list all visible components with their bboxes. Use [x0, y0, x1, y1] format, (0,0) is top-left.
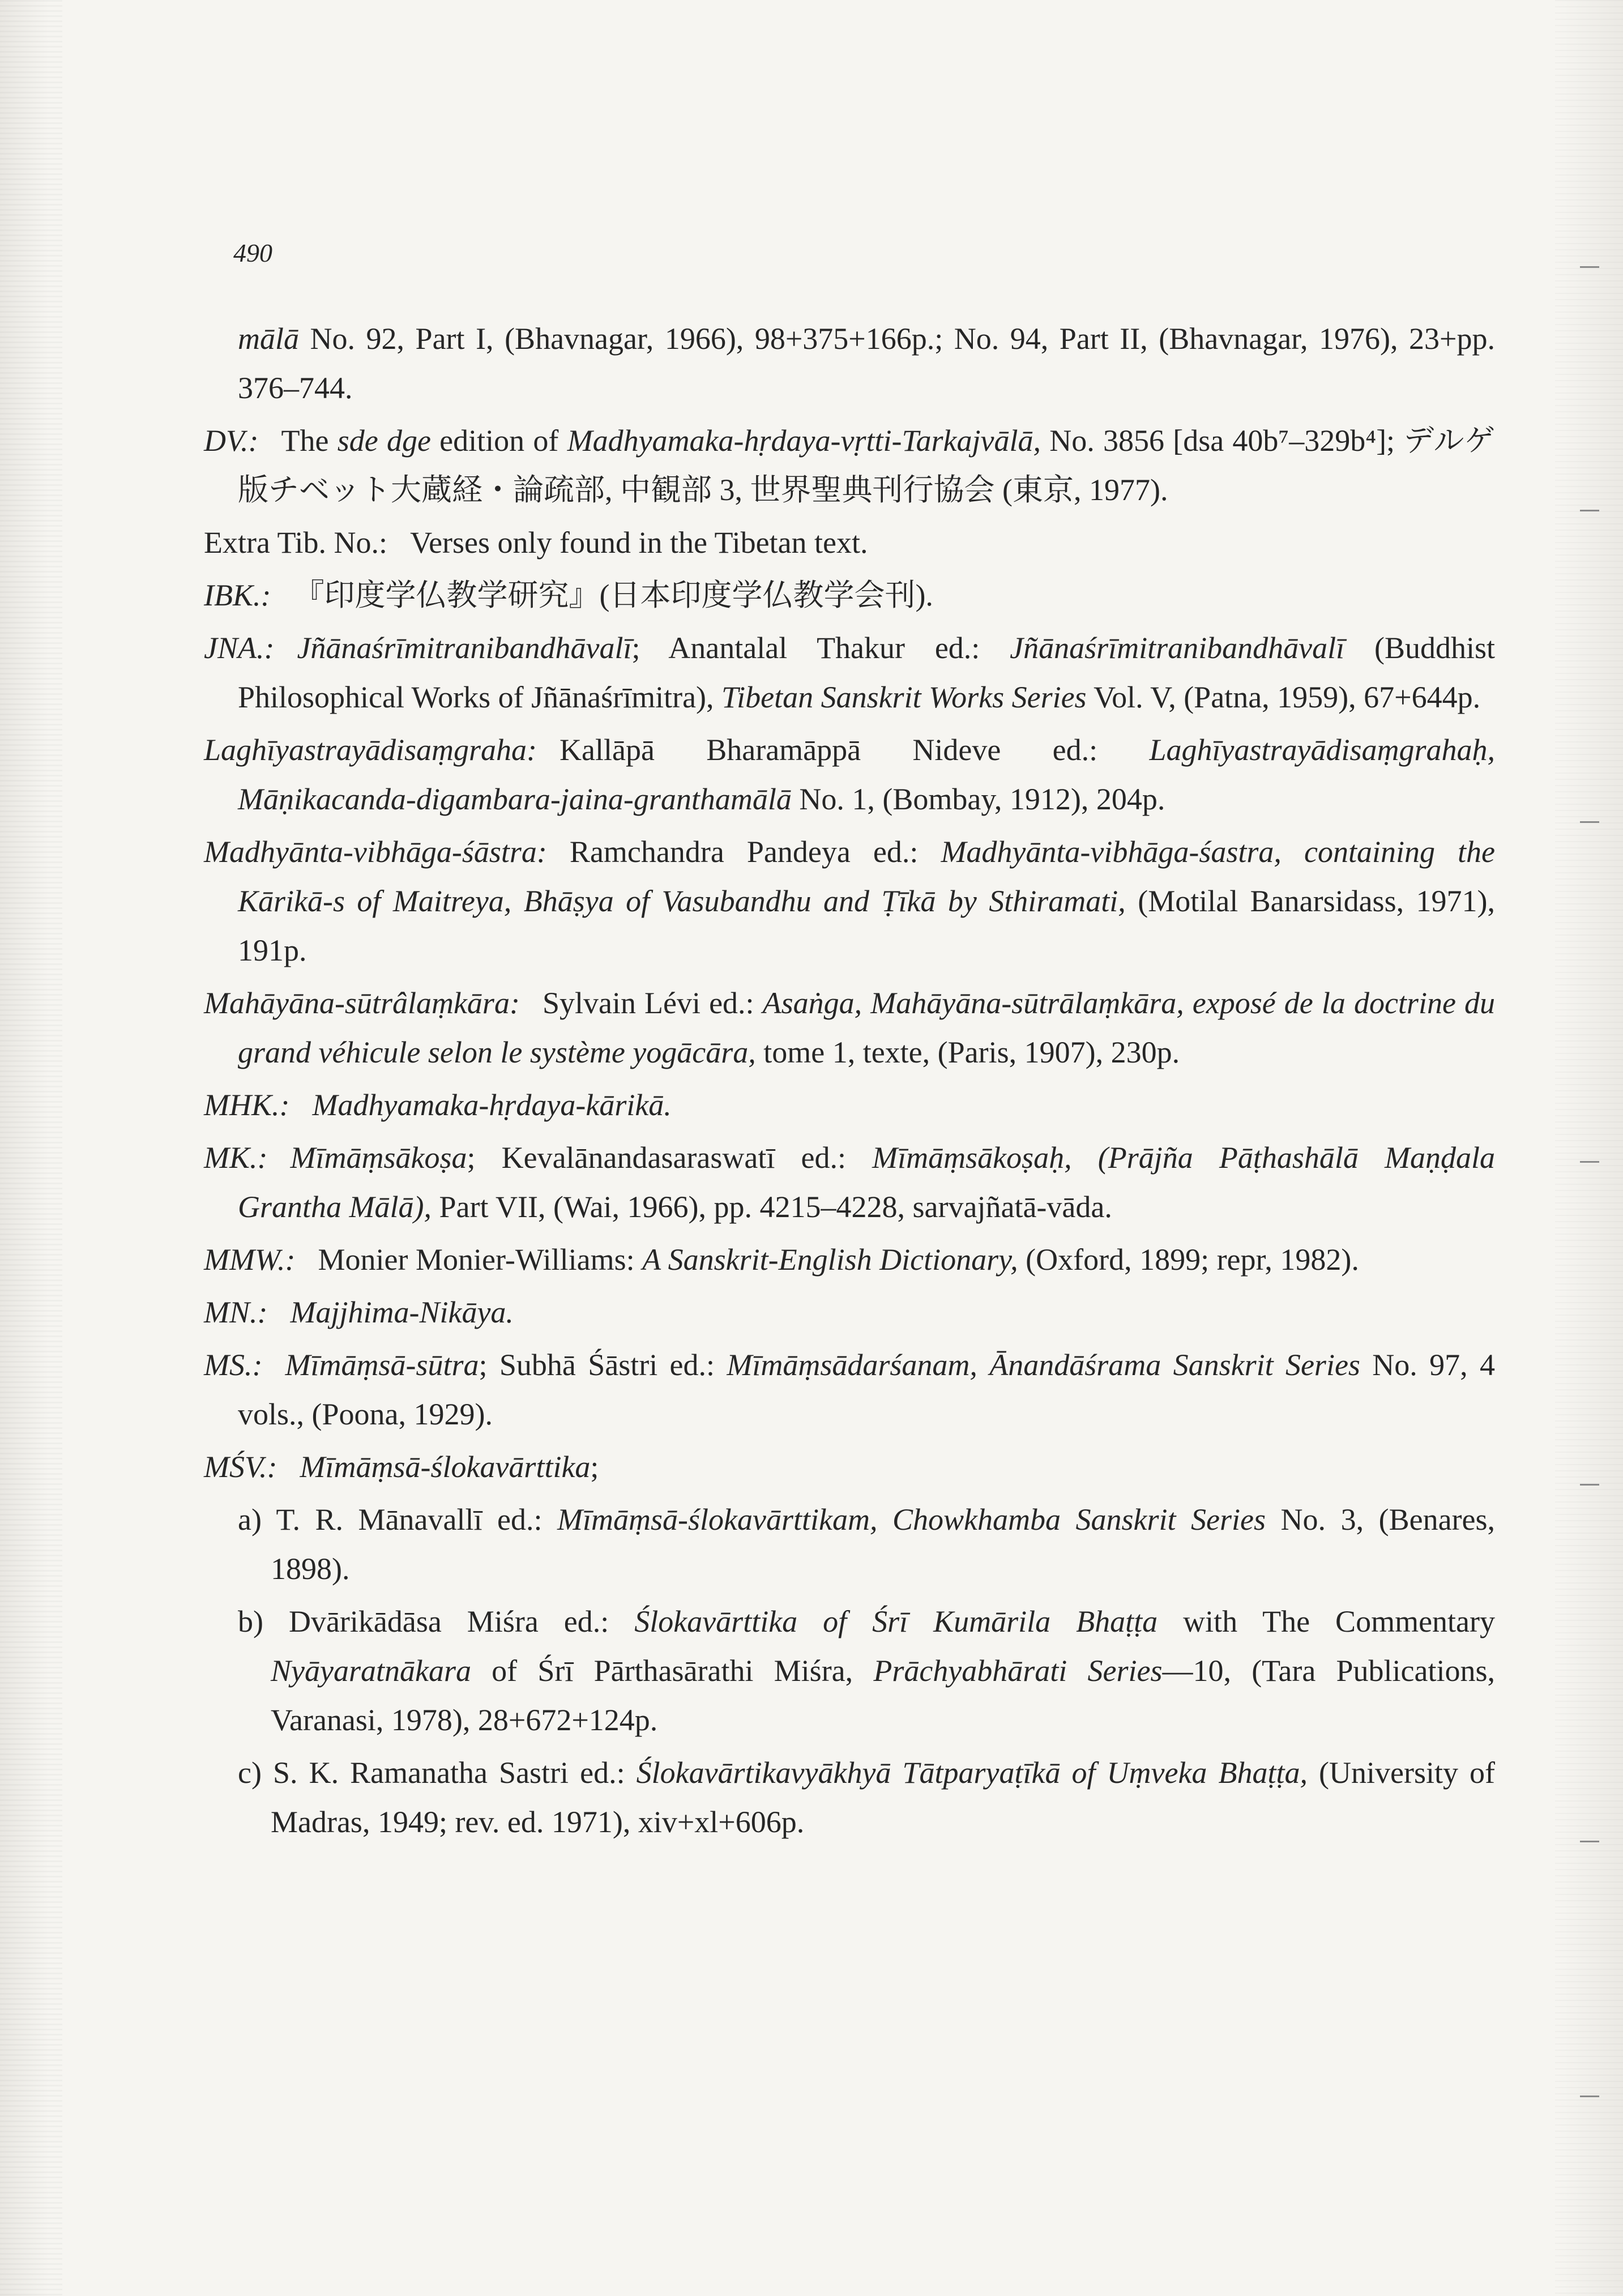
bibliography-entry-dv: [204, 416, 1495, 515]
scan-edge-right: [1555, 0, 1623, 2296]
entry-text: Part VII, (Wai, 1966), pp. 4215–4228, sarvajñatā-vāda.: [431, 1190, 1112, 1224]
entry-text: of Śrī Pārthasārathi Miśra,: [471, 1654, 874, 1688]
entry-italic: Mīmāṃsākoṣaḥ, (Prājña Pāṭhashālā Maṇḍala Grantha Mālā),: [238, 1141, 1495, 1224]
entry-italic: Nyāyaratnākara: [271, 1654, 471, 1688]
bibliography-sub-entry-a: [204, 1495, 1495, 1594]
entry-italic: A Sanskrit-English Dictionary,: [642, 1243, 1018, 1277]
page-number: 490: [233, 238, 272, 267]
entry-key: MK.:: [204, 1141, 268, 1175]
bibliography-entry-mk: [204, 1133, 1495, 1232]
entry-italic: Madhyamaka-hṛdaya-kārikā.: [312, 1088, 672, 1122]
entry-text: No. 97, 4 vols., (Poona, 1929).: [238, 1348, 1495, 1431]
entry-text: T. R. Mānavallī ed.:: [261, 1503, 558, 1537]
entry-italic: Mīmāṃsā-ślokavārttika: [300, 1450, 591, 1484]
entry-text: ; Subhā Śāstri ed.:: [479, 1348, 727, 1382]
margin-mark: [1580, 2096, 1599, 2097]
entry-italic: Laghīyastrayādisaṃgrahaḥ, Māṇikacanda-digambara-jaina-granthamālā: [238, 733, 1495, 816]
bibliography-entry-mmw: [204, 1235, 1495, 1284]
margin-mark: [1580, 821, 1599, 823]
entry-text: ; Anantalal Thakur ed.:: [631, 631, 1010, 665]
entry-text: ; Kevalānandasaraswatī ed.:: [467, 1141, 873, 1175]
entry-italic: Mīmāṃsā-ślokavārttikam, Chowkhamba Sanskrit Series: [557, 1503, 1266, 1537]
entry-text: (Motilal Banarsidass, 1971), 191p.: [238, 884, 1495, 967]
entry-italic: Majjhima-Nikāya.: [290, 1295, 514, 1329]
entry-text: Vol. V, (Patna, 1959), 67+644p.: [1086, 680, 1481, 714]
entry-text: Ramchandra Pandeya ed.:: [569, 835, 941, 869]
sub-entry-label: a): [238, 1503, 262, 1537]
entry-text: 『印度学仏教学研究』(日本印度学仏教学会刊).: [293, 578, 933, 612]
entry-italic: Madhyamaka-hṛdaya-vṛtti-Tarkajvālā,: [567, 424, 1041, 458]
sub-entry-label: b): [238, 1604, 263, 1638]
entry-text: No. 92, Part I, (Bhavnagar, 1966), 98+375+166p.; No. 94, Part II, (Bhavnagar, 1976), 23+pp. 376–744.: [238, 322, 1495, 405]
bibliography-entry-madhyanta-vibhaga: [204, 827, 1495, 975]
bibliography-entry-mahayana-sutralamkara: [204, 979, 1495, 1077]
entry-italic: Madhyānta-vibhāga-śastra, containing the Kārikā-s of Maitreya, Bhāṣya of Vasubandhu and Ṭīkā by Sthiramati,: [238, 835, 1495, 918]
entry-text: No. 1, (Bombay, 1912), 204p.: [791, 782, 1165, 816]
bibliography-entry-msv: [204, 1443, 1495, 1492]
bibliography-entry-laghiyastrayadisamgraha: [204, 725, 1495, 824]
bibliography-entry-ibk: [204, 571, 1495, 620]
entry-text: tome 1, texte, (Paris, 1907), 230p.: [755, 1035, 1180, 1069]
entry-text: ;: [590, 1450, 599, 1484]
entry-italic: Mīmāṃsākoṣa: [290, 1141, 467, 1175]
bibliography-entry-continued: [204, 314, 1495, 413]
entry-italic: Mīmāṃsādarśanam, Ānandāśrama Sanskrit Series: [727, 1348, 1360, 1382]
entry-text: The: [281, 424, 338, 458]
entry-key: Laghīyastrayādisaṃgraha:: [204, 733, 537, 767]
entry-text: S. K. Ramanatha Sastri ed.:: [261, 1756, 637, 1790]
entry-text: (Buddhist Philosophical Works of Jñānaśrīmitra),: [238, 631, 1495, 714]
entry-italic: Ślokavārtikavyākhyā Tātparyaṭīkā of Uṃveka Bhaṭṭa,: [636, 1756, 1308, 1790]
entry-key: MŚV.:: [204, 1450, 277, 1484]
entry-italic: Jñānaśrīmitranibandhāvalī: [297, 631, 632, 665]
entry-italic: sde dge: [337, 424, 431, 458]
entry-key: Mahāyāna-sūtrâlaṃkāra:: [204, 986, 520, 1020]
entry-key: MMW.:: [204, 1243, 296, 1277]
entry-key: JNA.:: [204, 631, 275, 665]
scan-edge-left: [0, 0, 62, 2296]
entry-text: No. 3, (Benares, 1898).: [271, 1503, 1496, 1586]
entry-text: No. 3856 [dsa 40b⁷–329b⁴]; デルゲ版チベット大蔵経・論疏部, 中観部 3, 世界聖典刊行協会 (東京, 1977).: [238, 424, 1495, 507]
entry-italic: Mīmāṃsā-sūtra: [285, 1348, 479, 1382]
entry-text: —10, (Tara Publications, Varanasi, 1978), 28+672+124p.: [271, 1654, 1495, 1737]
margin-mark: [1580, 510, 1599, 511]
entry-text: Dvārikādāsa Miśra ed.:: [263, 1604, 635, 1638]
bibliography-entry-ms: [204, 1341, 1495, 1439]
entry-key: MN.:: [204, 1295, 268, 1329]
entry-text: (Oxford, 1899; repr, 1982).: [1018, 1243, 1359, 1277]
entry-key: Extra Tib. No.:: [204, 526, 388, 560]
entry-italic: Ślokavārttika of Śrī Kumārila Bhaṭṭa: [634, 1604, 1158, 1638]
entry-italic: mālā: [238, 322, 299, 356]
margin-mark: [1580, 1484, 1599, 1486]
entry-text: (University of Madras, 1949; rev. ed. 1971), xiv+xl+606p.: [271, 1756, 1495, 1839]
entry-text: Kallāpā Bharamāppā Nideve ed.:: [559, 733, 1150, 767]
entry-italic: Tibetan Sanskrit Works Series: [721, 680, 1087, 714]
margin-mark: [1580, 266, 1599, 268]
entry-key: DV.:: [204, 424, 259, 458]
bibliography-sub-entry-c: [204, 1748, 1495, 1847]
entry-italic: Prāchyabhārati Series: [873, 1654, 1163, 1688]
margin-mark: [1580, 1841, 1599, 1842]
bibliography-entry-mn: [204, 1288, 1495, 1337]
entry-italic: Asaṅga, Mahāyāna-sūtrālaṃkāra, exposé de la doctrine du grand véhicule selon le système yogācāra,: [238, 986, 1496, 1069]
entry-italic: Jñānaśrīmitranibandhāvalī: [1010, 631, 1345, 665]
entry-key: Madhyānta-vibhāga-śāstra:: [204, 835, 547, 869]
entry-text: Sylvain Lévi ed.:: [542, 986, 763, 1020]
bibliography-entry-mhk: [204, 1081, 1495, 1130]
entry-key: IBK.:: [204, 578, 271, 612]
sub-entry-label: c): [238, 1756, 262, 1790]
entry-text: Verses only found in the Tibetan text.: [410, 526, 868, 560]
entry-text: Monier Monier-Williams:: [318, 1243, 643, 1277]
bibliography-sub-entry-b: [204, 1597, 1495, 1745]
entry-text: with The Commentary: [1158, 1604, 1496, 1638]
entry-key: MS.:: [204, 1348, 263, 1382]
entry-key: MHK.:: [204, 1088, 290, 1122]
margin-mark: [1580, 1161, 1599, 1163]
bibliography-entry-jna: [204, 624, 1495, 722]
entry-text: edition of: [430, 424, 567, 458]
bibliography-entry-extra-tib: [204, 518, 1495, 567]
bibliography-list: [204, 314, 1495, 1850]
